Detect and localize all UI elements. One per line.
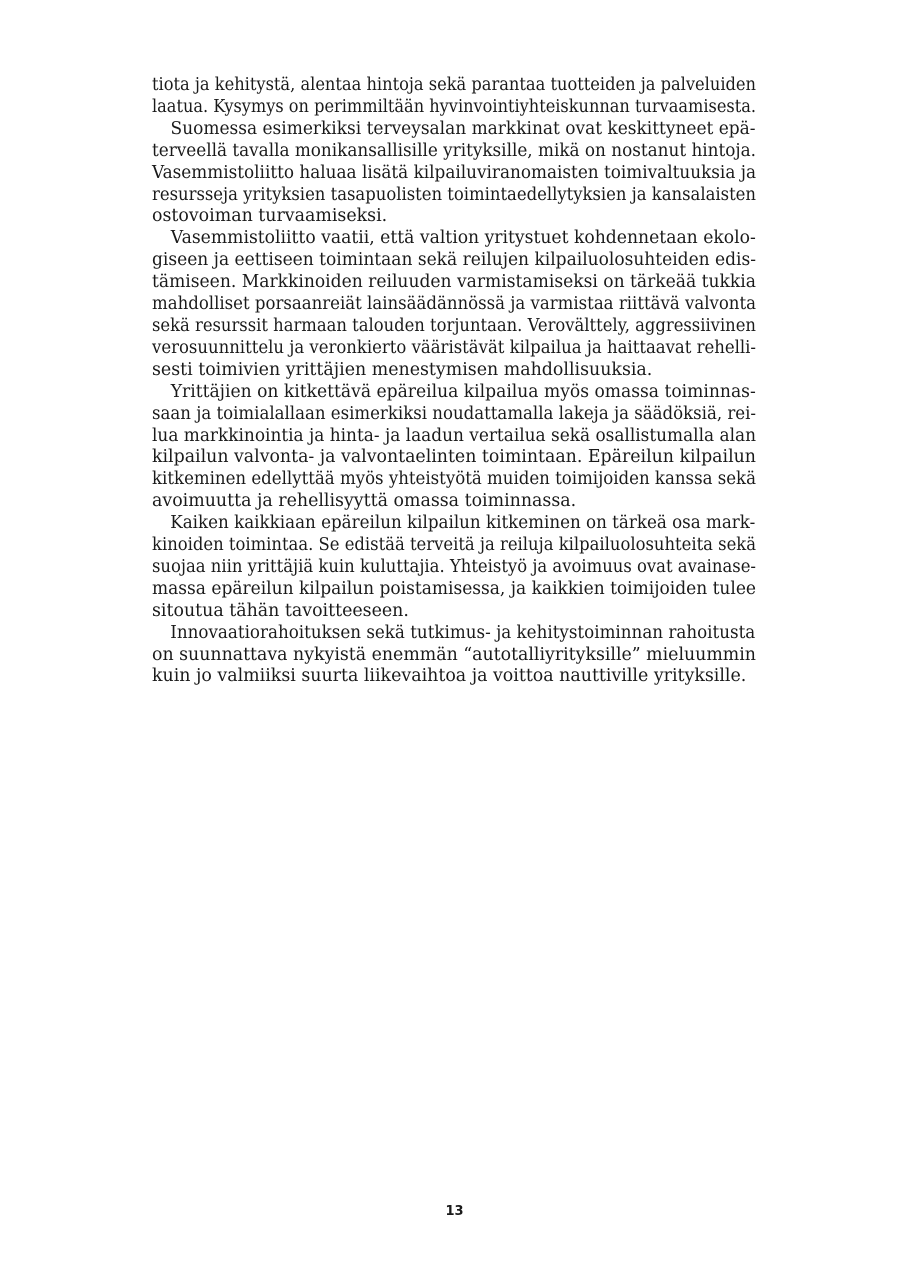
paragraph xyxy=(152,228,756,381)
text-line: ostovoiman turvaamiseksi. xyxy=(152,206,388,227)
text-line: mahdolliset porsaanreiät lainsäädännössä ja varmistaa riittävä valvonta xyxy=(152,294,756,315)
text-line: Vasemmistoliitto vaatii, että valtion yritystuet kohdennetaan ekolo- xyxy=(170,228,756,249)
text-line: kitkeminen edellyttää myös yhteistyötä muiden toimijoiden kanssa sekä xyxy=(152,469,757,490)
text-line: sekä resurssit harmaan talouden torjuntaan. Verovälttely, aggressiivinen xyxy=(152,315,756,336)
text-line: giseen ja eettiseen toimintaan sekä reilujen kilpailuolosuhteiden edis- xyxy=(152,250,757,271)
text-line: lua markkinointia ja hinta- ja laadun vertailua sekä osallistumalla alan xyxy=(152,425,756,446)
text-line: kuin jo valmiiksi suurta liikevaihtoa ja voittoa nauttiville yrityksille. xyxy=(152,666,747,687)
text-line: terveellä tavalla monikansallisille yrityksille, mikä on nostanut hintoja. xyxy=(152,140,757,161)
text-line: kinoiden toimintaa. Se edistää terveitä ja reiluja kilpailuolosuhteita sekä xyxy=(152,535,757,556)
page-number: 13 xyxy=(445,1204,464,1219)
paragraph xyxy=(152,623,756,689)
paragraph xyxy=(152,513,756,623)
text-line: Vasemmistoliitto haluaa lisätä kilpailuviranomaisten toimivaltuuksia ja xyxy=(152,162,756,183)
text-line: verosuunnittelu ja veronkierto vääristävät kilpailua ja haittaavat rehelli- xyxy=(152,337,757,358)
text-line: on suunnattava nykyistä enemmän “autotalliyrityksille” mieluummin xyxy=(152,644,756,665)
text-line: saan ja toimialallaan esimerkiksi noudattamalla lakeja ja säädöksiä, rei- xyxy=(152,403,757,424)
text-line: tämiseen. Markkinoiden reiluuden varmistamiseksi on tärkeää tukkia xyxy=(152,272,756,293)
text-line: suojaa niin yrittäjiä kuin kuluttajia. Yhteistyö ja avoimuus ovat avainase- xyxy=(152,556,756,577)
text-line: sesti toimivien yrittäjien menestymisen mahdollisuuksia. xyxy=(152,359,653,380)
text-line: Yrittäjien on kitkettävä epäreilua kilpailua myös omassa toiminnas- xyxy=(170,381,756,402)
body-text xyxy=(152,75,756,688)
paragraph xyxy=(152,75,756,119)
text-line: kilpailun valvonta- ja valvontaelinten toimintaan. Epäreilun kilpailun xyxy=(152,447,756,468)
text-line: tiota ja kehitystä, alentaa hintoja sekä parantaa tuotteiden ja palveluiden xyxy=(152,75,756,95)
text-line: massa epäreilun kilpailun poistamisessa, ja kaikkien toimijoiden tulee xyxy=(152,578,757,599)
text-line: Innovaatiorahoituksen sekä tutkimus- ja kehitystoiminnan rahoitusta xyxy=(170,622,756,643)
text-line: Kaiken kaikkiaan epäreilun kilpailun kitkeminen on tärkeä osa mark- xyxy=(170,513,756,534)
text-line: laatua. Kysymys on perimmiltään hyvinvointiyhteiskunnan turvaamisesta. xyxy=(152,96,756,117)
paragraph xyxy=(152,119,756,229)
paragraph xyxy=(152,382,756,513)
text-line: Suomessa esimerkiksi terveysalan markkinat ovat keskittyneet epä- xyxy=(170,118,756,139)
text-line: sitoutua tähän tavoitteeseen. xyxy=(152,600,409,621)
text-line: resursseja yrityksien tasapuolisten toimintaedellytyksien ja kansalaisten xyxy=(152,184,756,205)
text-line: avoimuutta ja rehellisyyttä omassa toiminnassa. xyxy=(152,491,577,512)
